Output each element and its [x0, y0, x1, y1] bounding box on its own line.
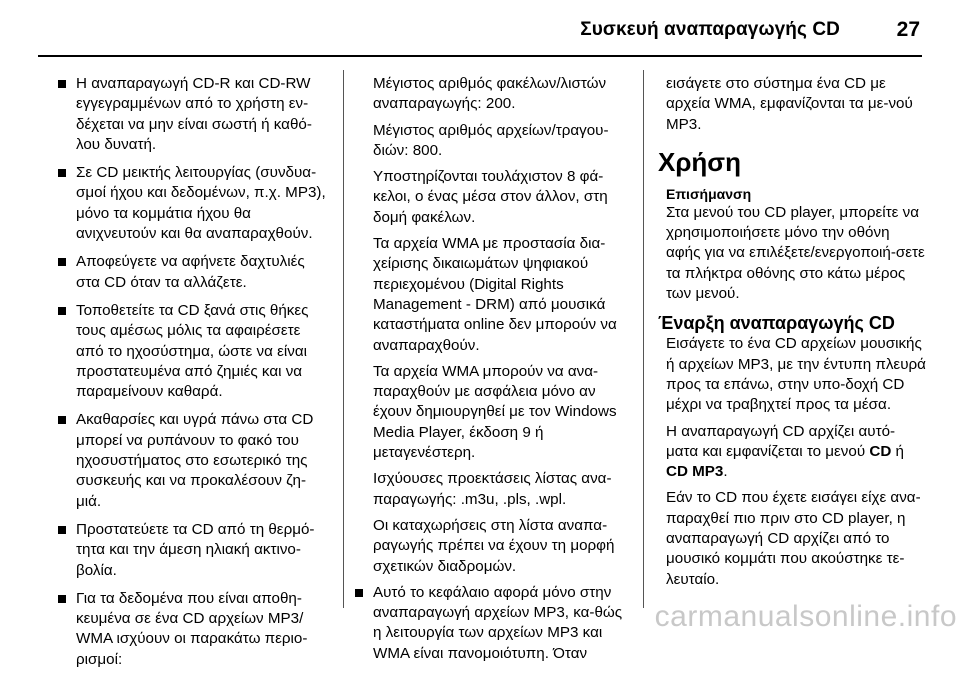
continuation-text: εισάγετε στο σύστημα ένα CD με αρχεία WMA, εμφανίζονται τα με-νού MP3. — [666, 75, 913, 133]
bullet-square-icon — [355, 589, 363, 597]
column-3 — [658, 74, 926, 596]
restriction-item: Μέγιστος αριθμός αρχείων/τραγου-διών: 800. — [373, 121, 609, 159]
note-body: Στα μενού του CD player, μπορείτε να χρησιμοποιήσετε μόνο την οθόνη αφής για να επιλέξετε/ενεργοποιή-σετε τα πλήκτρα οθόνης στο κάτω μέρος των μενού. — [666, 203, 925, 303]
watermark: carmanualsonline.info — [654, 600, 957, 633]
bullet-square-icon — [58, 307, 66, 315]
page-number: 27 — [896, 18, 920, 41]
list-item: Προστατεύετε τα CD από τη θερμό-τητα και την άμεση ηλιακή ακτινο-βολία. — [58, 520, 330, 581]
restriction-item: Ισχύουσες προεκτάσεις λίστας ανα-παραγωγής: .m3u, .pls, .wpl. — [373, 470, 612, 508]
restriction-item: Μέγιστος αριθμός φακέλων/λιστών αναπαραγωγής: 200. — [373, 75, 607, 113]
bullet-square-icon — [58, 416, 66, 424]
header-rule — [38, 55, 922, 57]
column-2 — [373, 74, 628, 672]
menu-name-cd: CD — [869, 442, 892, 460]
restriction-item: Τα αρχεία WMA με προστασία δια-χείρισης δικαιωμάτων ψηφιακού περιεχομένου (Digital Rights Management - DRM) από μουσικά καταστήματα online δεν μπορούν να αναπαραχθούν. — [373, 235, 617, 354]
column-divider — [343, 70, 344, 608]
restriction-item: Οι καταχωρήσεις στη λίστα αναπα-ραγωγής πρέπει να έχουν τη μορφή σχετικών διαδρομών. — [373, 516, 615, 575]
menu-name-cd-mp3: CD MP3 — [666, 463, 724, 481]
bullet-square-icon — [58, 169, 66, 177]
restriction-item: Υποστηρίζονται τουλάχιστον 8 φά-κελοι, ο ένας μέσα στον άλλον, στη δομή φακέλων. — [373, 168, 608, 226]
list-item: Ακαθαρσίες και υγρά πάνω στα CD μπορεί να ρυπάνουν το φακό του ηχοσυστήματος στο εσωτερικό της συσκευής και να προκαλέσουν ζη-μιά. — [58, 410, 330, 511]
column-divider — [643, 70, 644, 608]
list-item: Τοποθετείτε τα CD ξανά στις θήκες τους αμέσως μόλις τα αφαιρέσετε από το ηχοσύστημα, ώστε να είναι προστατευμένα από ζημιές και να παραμείνουν καθαρά. — [58, 301, 330, 402]
bullet-square-icon — [58, 526, 66, 534]
column-1 — [58, 74, 330, 678]
section-title: Χρήση — [658, 146, 741, 177]
list-item: Αυτό το κεφάλαιο αφορά μόνο στην αναπαραγωγή αρχείων MP3, κα-θώς η λειτουργία των αρχείων MP3 και WMA είναι πανομοιότυπη. Όταν — [355, 583, 628, 664]
page-title: Συσκευή αναπαραγωγής CD — [580, 19, 840, 40]
note-heading: Επισήμανση — [666, 185, 752, 202]
list-item: Για τα δεδομένα που είναι αποθη-κευμένα σε ένα CD αρχείων MP3/ WMA ισχύουν οι παρακάτω περιο-ρισμοί: — [58, 589, 330, 670]
bullet-square-icon — [58, 80, 66, 88]
restriction-item: Τα αρχεία WMA μπορούν να ανα-παραχθούν με ασφάλεια μόνο αν έχουν δημιουργηθεί με τον Windows Media Player, έκδοση 9 ή μεταγενέστερη. — [373, 362, 617, 462]
paragraph: Εάν το CD που έχετε εισάγει είχε ανα-παραχθεί πιο πριν στο CD player, η αναπαραγωγή CD αρχίζει από το μουσικό κομμάτι που ακούστηκε τε-λευταίο. — [666, 489, 921, 588]
list-item: Σε CD μεικτής λειτουργίας (συνδυα-σμοί ήχου και δεδομένων, π.χ. MP3), μόνο τα κομμάτια ήχου θα ανιχνευτούν και θα αναπαραχθούν. — [58, 163, 330, 244]
subsection-title: Έναρξη αναπαραγωγής CD — [658, 313, 895, 334]
list-item: Η αναπαραγωγή CD-R και CD-RW εγγεγραμμένων από το χρήστη εν-δέχεται να μην είναι σωστή ή καθό-λου δυνατή. — [58, 74, 330, 155]
bullet-square-icon — [58, 258, 66, 266]
list-item: Αποφεύγετε να αφήνετε δαχτυλιές στα CD όταν τα αλλάζετε. — [58, 252, 330, 293]
paragraph: Η αναπαραγωγή CD αρχίζει αυτό-ματα και εμφανίζεται το μενού CD ή CD MP3. — [666, 422, 904, 481]
paragraph: Εισάγετε το ένα CD αρχείων μουσικής ή αρχείων MP3, με την έντυπη πλευρά προς τα επάνω, στην υπο-δοχή CD μέχρι να τραβηχτεί προς τα μέσα. — [666, 335, 926, 414]
page-header — [0, 0, 960, 56]
